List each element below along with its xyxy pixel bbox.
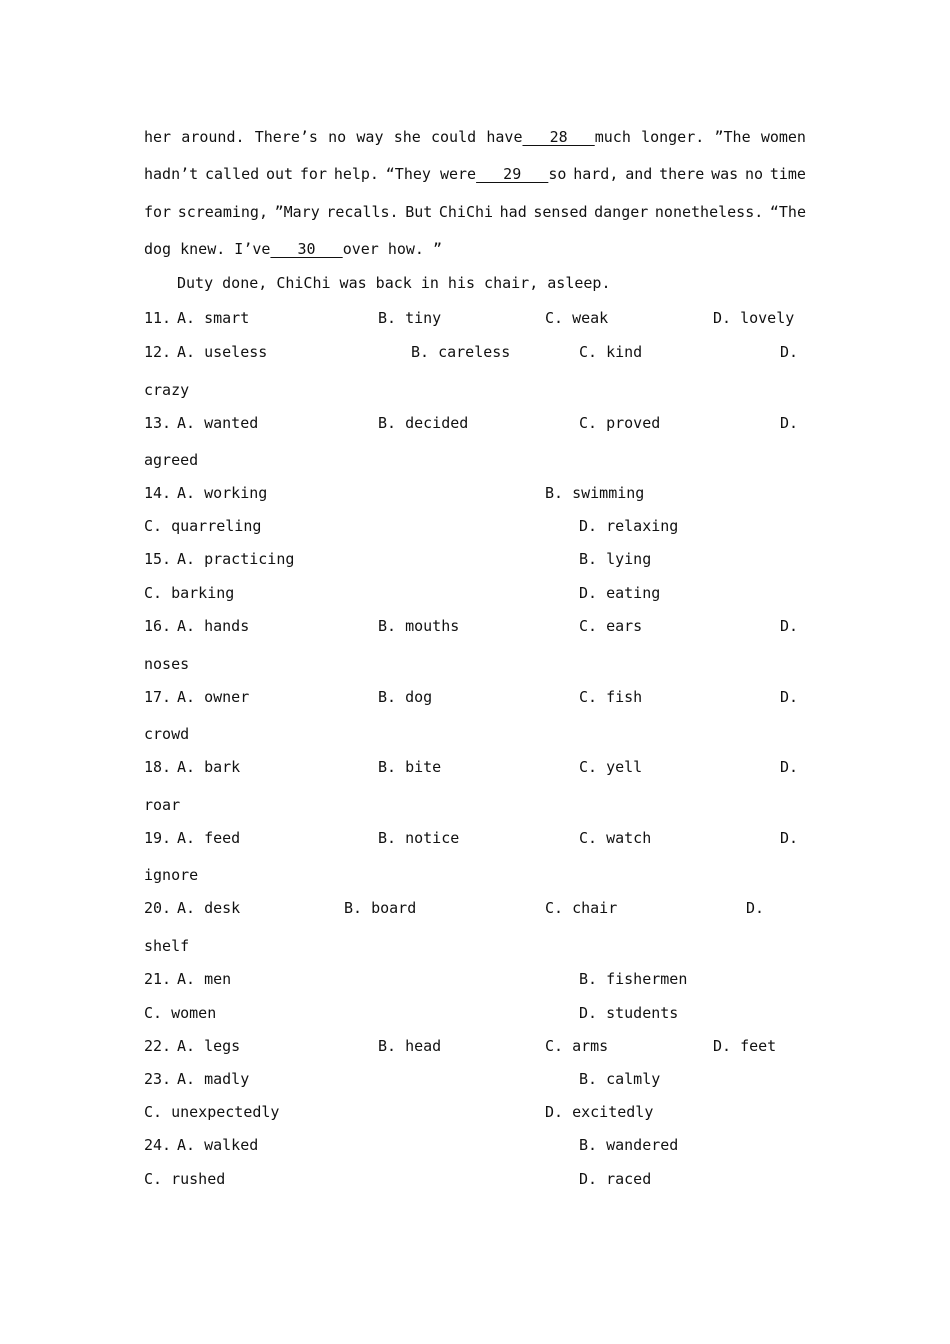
- question-24-option-a: A. walked: [177, 1136, 259, 1154]
- word: nonetheless.: [654, 203, 764, 221]
- question-14-option-b: B. swimming: [545, 484, 645, 502]
- question-number-12: 12.: [144, 343, 172, 361]
- blank-28: 28: [522, 128, 595, 146]
- question-14-option-a: A. working: [177, 484, 268, 502]
- question-22-option-a: A. legs: [177, 1037, 241, 1055]
- question-number-24: 24.: [144, 1136, 172, 1154]
- word: no: [328, 128, 347, 146]
- question-21-option-b: B. fishermen: [579, 970, 688, 988]
- blank-group: “They were 29 so: [385, 165, 567, 183]
- question-16-option-a: A. hands: [177, 617, 250, 635]
- question-17-option-c: C. fish: [579, 688, 643, 706]
- question-24-option-d: D. raced: [579, 1170, 652, 1188]
- question-13-option-b: B. decided: [378, 414, 469, 432]
- question-number-23: 23.: [144, 1070, 172, 1088]
- word: “The: [769, 203, 806, 221]
- question-14-option-c: C. quarreling: [144, 517, 262, 535]
- question-18-option-c: C. yell: [579, 758, 643, 776]
- word: women: [760, 128, 806, 146]
- question-24-option-b: B. wandered: [579, 1136, 679, 1154]
- word: could: [431, 128, 477, 146]
- question-number-14: 14.: [144, 484, 172, 502]
- blank-29: 29: [476, 165, 549, 183]
- question-12-option-a: A. useless: [177, 343, 268, 361]
- question-21-option-a: A. men: [177, 970, 232, 988]
- word: no: [744, 165, 764, 183]
- question-number-22: 22.: [144, 1037, 172, 1055]
- word: longer.: [641, 128, 705, 146]
- question-12-option-d-text: crazy: [144, 381, 190, 399]
- word: she: [393, 128, 421, 146]
- question-20-option-d: D.: [746, 899, 765, 917]
- question-24-option-c: C. rushed: [144, 1170, 226, 1188]
- question-15-option-d: D. eating: [579, 584, 661, 602]
- question-17-option-a: A. owner: [177, 688, 250, 706]
- passage-line-4: dog knew. I’ve 30 over how. ”: [144, 240, 443, 258]
- question-15-option-c: C. barking: [144, 584, 235, 602]
- question-12-option-b: B. careless: [411, 343, 511, 361]
- question-13-option-c: C. proved: [579, 414, 661, 432]
- word: screaming,: [177, 203, 268, 221]
- question-18-option-d-text: roar: [144, 796, 181, 814]
- question-20-option-c: C. chair: [545, 899, 618, 917]
- question-number-21: 21.: [144, 970, 172, 988]
- question-23-option-b: B. calmly: [579, 1070, 661, 1088]
- question-23-option-c: C. unexpectedly: [144, 1103, 280, 1121]
- word: and: [625, 165, 653, 183]
- question-17-option-d: D.: [780, 688, 799, 706]
- question-22-option-c: C. arms: [545, 1037, 609, 1055]
- blank-30: 30: [270, 240, 343, 258]
- word: her: [144, 128, 172, 146]
- word: But: [405, 203, 433, 221]
- word: hadn’t: [144, 165, 199, 183]
- word: around.: [181, 128, 245, 146]
- question-18-option-b: B. bite: [378, 758, 442, 776]
- word: out: [266, 165, 294, 183]
- word: recalls.: [326, 203, 399, 221]
- question-20-option-b: B. board: [344, 899, 417, 917]
- question-22-option-d: D. feet: [713, 1037, 777, 1055]
- question-23-option-a: A. madly: [177, 1070, 250, 1088]
- question-14-option-d: D. relaxing: [579, 517, 679, 535]
- question-number-20: 20.: [144, 899, 172, 917]
- question-15-option-b: B. lying: [579, 550, 652, 568]
- question-13-option-d-text: agreed: [144, 451, 199, 469]
- question-13-option-d: D.: [780, 414, 799, 432]
- question-11-option-d: D. lovely: [713, 309, 795, 327]
- question-19-option-c: C. watch: [579, 829, 652, 847]
- question-19-option-b: B. notice: [378, 829, 460, 847]
- question-16-option-c: C. ears: [579, 617, 643, 635]
- word: for: [299, 165, 327, 183]
- question-16-option-d-text: noses: [144, 655, 190, 673]
- question-number-17: 17.: [144, 688, 172, 706]
- question-number-16: 16.: [144, 617, 172, 635]
- word: there: [659, 165, 705, 183]
- word: danger: [594, 203, 649, 221]
- question-11-option-a: A. smart: [177, 309, 250, 327]
- question-number-18: 18.: [144, 758, 172, 776]
- question-23-option-d: D. excitedly: [545, 1103, 654, 1121]
- question-20-option-d-text: shelf: [144, 937, 190, 955]
- word: ChiChi: [438, 203, 494, 221]
- passage-line-5: Duty done, ChiChi was back in his chair, asleep.: [177, 274, 611, 292]
- question-22-option-b: B. head: [378, 1037, 442, 1055]
- word: time: [769, 165, 806, 183]
- question-19-option-a: A. feed: [177, 829, 241, 847]
- question-11-option-b: B. tiny: [378, 309, 442, 327]
- word: way: [356, 128, 384, 146]
- question-17-option-b: B. dog: [378, 688, 433, 706]
- word: ”The: [714, 128, 751, 146]
- word: for: [144, 203, 172, 221]
- blank-group: have 28 much: [486, 128, 631, 146]
- question-12-option-c: C. kind: [579, 343, 643, 361]
- question-number-15: 15.: [144, 550, 172, 568]
- question-18-option-d: D.: [780, 758, 799, 776]
- passage-line-1: [144, 127, 806, 147]
- question-13-option-a: A. wanted: [177, 414, 259, 432]
- question-12-option-d: D.: [780, 343, 799, 361]
- word: had: [499, 203, 527, 221]
- question-17-option-d-text: crowd: [144, 725, 190, 743]
- question-20-option-a: A. desk: [177, 899, 241, 917]
- question-16-option-d: D.: [780, 617, 799, 635]
- word: hard,: [573, 165, 619, 183]
- question-18-option-a: A. bark: [177, 758, 241, 776]
- question-11-option-c: C. weak: [545, 309, 609, 327]
- question-15-option-a: A. practicing: [177, 550, 295, 568]
- word: sensed: [533, 203, 588, 221]
- word: was: [711, 165, 739, 183]
- question-16-option-b: B. mouths: [378, 617, 460, 635]
- question-21-option-c: C. women: [144, 1004, 217, 1022]
- question-number-13: 13.: [144, 414, 172, 432]
- question-21-option-d: D. students: [579, 1004, 679, 1022]
- question-19-option-d-text: ignore: [144, 866, 199, 884]
- question-number-19: 19.: [144, 829, 172, 847]
- word: help.: [333, 165, 379, 183]
- question-number-11: 11.: [144, 309, 172, 327]
- question-19-option-d: D.: [780, 829, 799, 847]
- word: ”Mary: [274, 203, 320, 221]
- word: called: [205, 165, 260, 183]
- passage-line-2: [144, 164, 806, 184]
- word: There’s: [254, 128, 318, 146]
- passage-line-3: [144, 202, 806, 222]
